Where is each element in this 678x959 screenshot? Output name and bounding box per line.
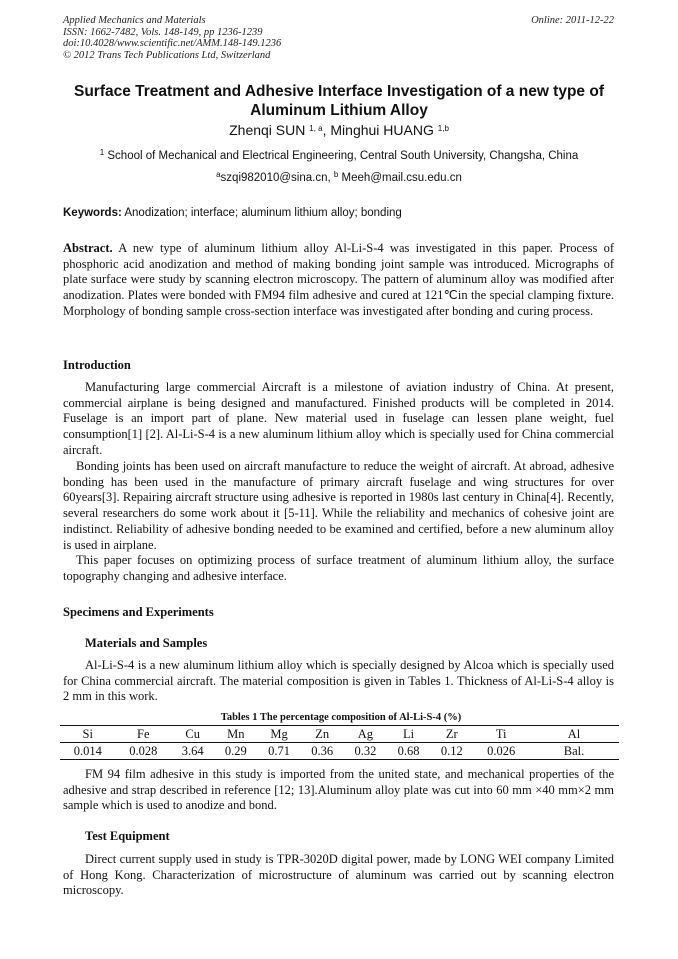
keywords-label: Keywords:: [63, 207, 122, 219]
email-line: [40, 172, 638, 184]
equipment-paragraph-1: Direct current supply used in study is TPR-3020D digital power, made by LONG WEI company Limited of Hong Kong. Characterization of microstructure of aluminum was carried out by scanning electron microscopy.: [63, 852, 614, 898]
table-header-row: [60, 726, 619, 743]
journal-name: Applied Mechanics and Materials: [63, 15, 206, 26]
table-cell: 3.64: [171, 743, 214, 760]
table-cell: 0.29: [214, 743, 257, 760]
subsection-heading-equipment: Test Equipment: [85, 829, 170, 843]
intro-paragraph-3: This paper focuses on optimizing process of surface treatment of aluminum lithium alloy, the surface topography changing and adhesive interface.: [63, 553, 614, 583]
copyright-line: © 2012 Trans Tech Publications Ltd, Switzerland: [63, 49, 271, 61]
email-b: Meeh@mail.csu.edu.cn: [341, 172, 462, 184]
keywords: [63, 207, 402, 219]
table-header-cell: Si: [60, 726, 116, 743]
author-separator: ,: [322, 122, 331, 138]
materials-paragraph-2: FM 94 film adhesive in this study is imported from the united state, and mechanical properties of the adhesive and strap described in reference [12; 13].Aluminum alloy plate was cut into 60 mm ×40 mm×2 mm sample which is used to anodize and bond.: [63, 767, 614, 813]
table-row: [60, 743, 619, 760]
email-a-sup: a: [216, 170, 221, 179]
intro-paragraph-2: Bonding joints has been used on aircraft manufacture to reduce the weight of aircraft. At abroad, adhesive bonding has been used in the manufacture of primary aircraft fuselage and wing structures for over 60years[3]. Repairing aircraft structure using adhesive is reported in 1980s last century in China[4]. Recently, several researchers do some work about it [5-11]. While the reliability and mechanics of cohesive joint are indistinct. Reliability of adhesive bonding needed to be examined and certified, before a new aluminum alloy is used in airplane.: [63, 459, 614, 552]
table-cell: 0.014: [60, 743, 116, 760]
author-name: Minghui HUANG: [330, 122, 434, 138]
keywords-text: Anodization; interface; aluminum lithium alloy; bonding: [124, 207, 402, 219]
table-header-cell: Li: [387, 726, 430, 743]
affiliation-text: School of Mechanical and Electrical Engineering, Central South University, Changsha, China: [107, 150, 579, 162]
table-header-cell: Fe: [116, 726, 172, 743]
issn-line: ISSN: 1662-7482, Vols. 148-149, pp 1236-1239: [63, 26, 263, 38]
intro-paragraph-1: Manufacturing large commercial Aircraft is a milestone of aviation industry of China. At present, commercial airplane is being designed and manufactured. Finished products will be completed in 2014. Fuselage is an import part of plane. New material used in fuselage can lessen plane weight, fuel consumption[1] [2]. Al-Li-S-4 is a new aluminum lithium alloy which is specially used for China commercial aircraft.: [63, 380, 614, 457]
paper-title: Surface Treatment and Adhesive Interface Investigation of a new type of Aluminum Lithium Alloy: [73, 83, 604, 119]
table-header-cell: Cu: [171, 726, 214, 743]
subsection-heading-materials: Materials and Samples: [85, 636, 208, 650]
table-header-cell: Al: [529, 726, 619, 743]
author-sup: 1,b: [437, 124, 449, 133]
table-cell: 0.36: [301, 743, 344, 760]
table-header-cell: Zr: [430, 726, 473, 743]
author-list: [40, 122, 638, 138]
abstract-label: Abstract.: [63, 241, 113, 255]
affiliation-sup: 1: [99, 148, 105, 157]
abstract-text: A new type of aluminum lithium alloy Al-Li-S-4 was investigated in this paper. Process of phosphoric acid anodization and method of making bonding joint sample was introduced. Micrographs of plate surface were study by scanning electron microscopy. The pattern of aluminum alloy was modified after anodization. Plates were bonded with FM94 film adhesive and cured at 121℃in the special clamping fixture. Morphology of bonding sample cross-section interface was investigated after bonding and curing process.: [63, 241, 614, 318]
author-name: Zhenqi SUN: [229, 122, 306, 138]
affiliation: [40, 150, 638, 162]
journal-header: [63, 15, 281, 61]
table-cell: 0.68: [387, 743, 430, 760]
table-header-cell: Ti: [473, 726, 529, 743]
abstract: [63, 241, 614, 320]
email-a: szqi982010@sina.cn,: [220, 172, 331, 184]
email-b-sup: b: [333, 170, 339, 179]
materials-paragraph-1: Al-Li-S-4 is a new aluminum lithium alloy which is specially designed by Alcoa which is specially used for China commercial aircraft. The material composition is given in Tables 1. Thickness of Al-Li-S-4 alloy is 2 mm in this work.: [63, 658, 614, 704]
table-cell: 0.71: [257, 743, 300, 760]
table-caption: Tables 1 The percentage composition of Al-Li-S-4 (%): [220, 712, 462, 723]
table-header-cell: Zn: [301, 726, 344, 743]
doi-line: doi:10.4028/www.scientific.net/AMM.148-149.1236: [63, 38, 282, 49]
table-header-cell: Ag: [344, 726, 387, 743]
section-heading-introduction: Introduction: [63, 358, 131, 372]
table-cell: Bal.: [529, 743, 619, 760]
author-sup: 1, a: [309, 124, 323, 133]
composition-table: [60, 725, 619, 760]
section-heading-specimens: Specimens and Experiments: [63, 605, 214, 619]
table-cell: 0.12: [430, 743, 473, 760]
table-header-cell: Mg: [257, 726, 300, 743]
table-cell: 0.026: [473, 743, 529, 760]
table-header-cell: Mn: [214, 726, 257, 743]
table-cell: 0.32: [344, 743, 387, 760]
table-cell: 0.028: [116, 743, 172, 760]
online-date: Online: 2011-12-22: [531, 15, 614, 26]
